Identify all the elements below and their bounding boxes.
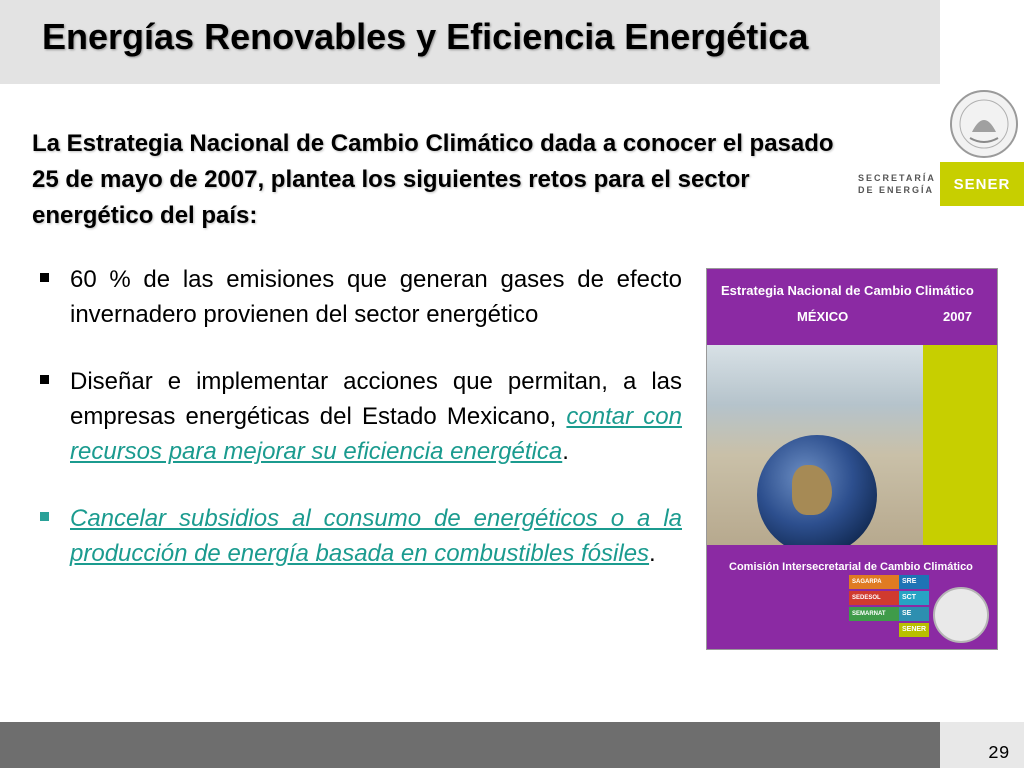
footer-right <box>940 722 1024 768</box>
bullet-emissions-text: 60 % de las emisiones que generan gases de efecto invernadero provienen del sector energético <box>70 266 682 328</box>
bullet-subsidies <box>40 501 682 571</box>
agency-tag: SCT <box>899 591 929 605</box>
cover-commission: Comisión Intersecretarial de Cambio Climático <box>729 561 973 573</box>
secretaria-line2: DE ENERGÍA <box>858 185 935 195</box>
page-number: 29 <box>988 744 1010 764</box>
bullet-square-icon <box>40 273 49 282</box>
strategy-cover-image <box>706 268 998 650</box>
bullet-subsidies-suffix: . <box>649 540 656 567</box>
bullet-square-icon <box>40 375 49 384</box>
efficiency-link[interactable]: contar con recursos para mejorar su eficiencia energética <box>70 403 682 465</box>
intro-paragraph: La Estrategia Nacional de Cambio Climático dada a conocer el pasado 25 de mayo de 2007, plantea los siguientes retos para el sector energético del país: <box>32 130 834 229</box>
cover-title: Estrategia Nacional de Cambio Climático <box>721 283 974 298</box>
subsidies-link[interactable]: Cancelar subsidios al consumo de energéticos o a la producción de energía basada en combustibles fósiles <box>70 505 682 567</box>
sener-logo: SENER <box>940 162 1024 206</box>
continent-shape <box>792 465 832 515</box>
footer-bar <box>0 722 940 768</box>
mexico-seal-icon <box>948 88 1020 160</box>
agency-tag: SRE <box>899 575 929 589</box>
slide-title: Energías Renovables y Eficiencia Energética <box>42 16 809 57</box>
cover-header <box>707 269 997 345</box>
agency-tag: SAGARPA <box>849 575 901 589</box>
cover-landscape <box>707 345 923 545</box>
agency-tag: SEDESOL <box>849 591 901 605</box>
secretaria-label <box>858 172 936 196</box>
cover-seal-icon <box>933 587 989 643</box>
agency-tag: SENER <box>899 623 929 637</box>
bullet-square-icon <box>40 512 49 521</box>
cover-country: MÉXICO <box>797 309 849 324</box>
secretaria-line1: SECRETARÍA <box>858 173 936 183</box>
bullet-design-suffix: . <box>562 438 569 465</box>
bullet-design-actions <box>40 364 682 469</box>
agency-tag: SEMARNAT <box>849 607 901 621</box>
cover-year: 2007 <box>943 309 972 324</box>
cover-side-band <box>923 345 997 545</box>
agency-tag: SE <box>899 607 929 621</box>
bullet-design-text: Diseñar e implementar acciones que permitan, a las empresas energéticas del Estado Mexicano, <box>70 368 682 430</box>
bullet-list <box>40 262 682 603</box>
bullet-emissions <box>40 262 682 332</box>
